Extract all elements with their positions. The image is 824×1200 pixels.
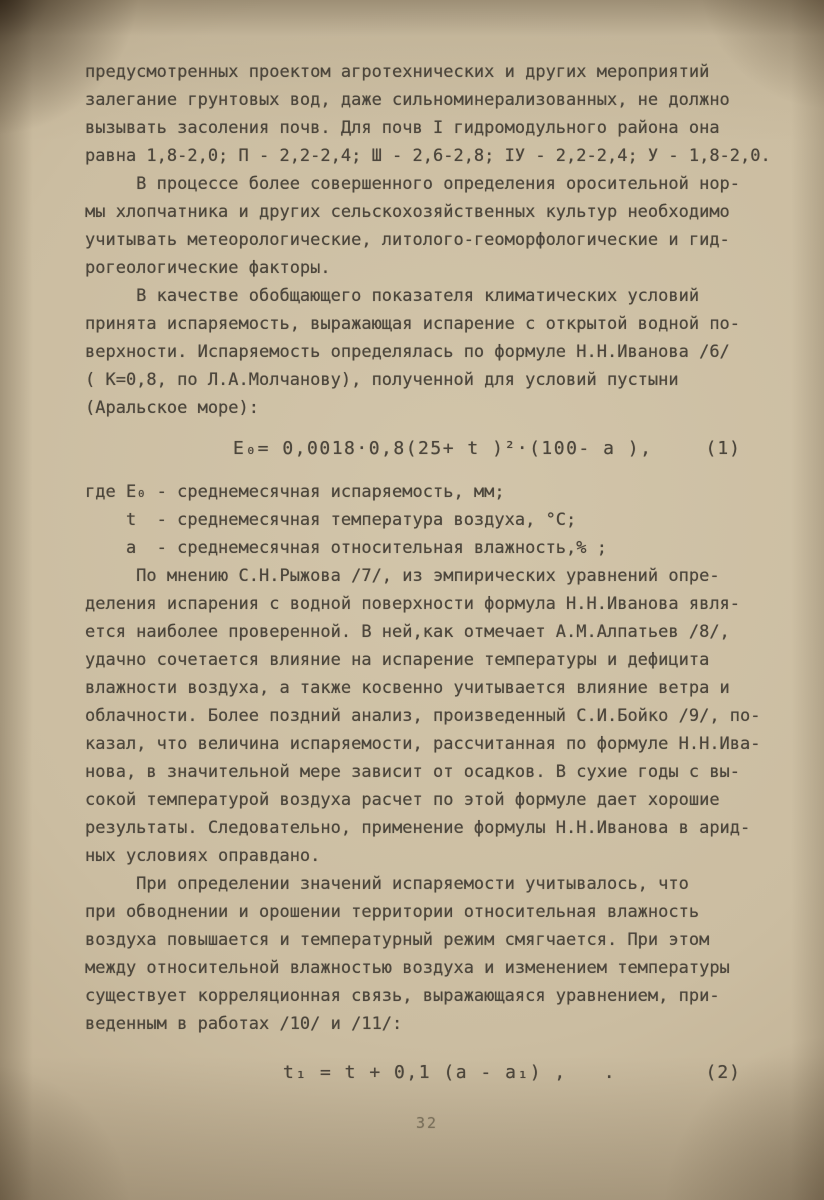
paragraph: [85, 562, 769, 870]
equation: Е₀= 0,0018·0,8(25+ t )²·(100- a ),: [233, 438, 653, 459]
text-line: вызывать засоления почв. Для почв I гидромодульного района она: [85, 118, 720, 138]
text-column: [85, 58, 769, 1132]
equation-number: (2): [705, 1062, 741, 1083]
text-line: деления испарения с водной поверхности формула Н.Н.Иванова явля-: [85, 594, 741, 614]
text-line: учитывать метеорологические, литолого-геоморфологические и гид-: [85, 230, 730, 250]
equation-number: (1): [705, 438, 741, 459]
text-line: веденным в работах /10/ и /11/:: [85, 1014, 403, 1034]
text-line: По мнению С.Н.Рыжова /7/, из эмпирических уравнений опре-: [85, 566, 720, 586]
text-line: В качестве обобщающего показателя климатических условий: [85, 286, 700, 306]
text-line: ных условиях оправдано.: [85, 846, 321, 866]
text-line: верхности. Испаряемость определялась по формуле Н.Н.Иванова /6/: [85, 342, 730, 362]
text-line: ( К=0,8, по Л.А.Молчанову), полученной для условий пустыни: [85, 370, 679, 390]
equation-row: [85, 434, 769, 464]
text-line: рогеологические факторы.: [85, 258, 331, 278]
text-line: удачно сочетается влияние на испарение температуры и дефицита: [85, 650, 710, 670]
text-line: ется наиболее проверенной. В ней,как отмечает А.М.Алпатьев /8/,: [85, 622, 730, 642]
equation: t₁ = t + 0,1 (a - a₁) , .: [283, 1062, 617, 1083]
text-line: результаты. Следовательно, применение формулы Н.Н.Иванова в арид-: [85, 818, 751, 838]
equation-row: [85, 1058, 769, 1088]
text-line: принята испаряемость, выражающая испарение с открытой водной по-: [85, 314, 741, 334]
text-line: a - среднемесячная относительная влажность,% ;: [85, 538, 607, 558]
text-line: где Е₀ - среднемесячная испаряемость, мм;: [85, 482, 505, 502]
text-line: казал, что величина испаряемости, рассчитанная по формуле Н.Н.Ива-: [85, 734, 761, 754]
text-line: между относительной влажностью воздуха и изменением температуры: [85, 958, 730, 978]
text-line: залегание грунтовых вод, даже сильноминерализованных, не должно: [85, 90, 730, 110]
paragraph: [85, 170, 769, 282]
text-line: существует корреляционная связь, выражающаяся уравнением, при-: [85, 986, 720, 1006]
text-line: равна 1,8-2,0; П - 2,2-2,4; Ш - 2,6-2,8; IУ - 2,2-2,4; У - 1,8-2,0.: [85, 146, 771, 166]
text-line: В процессе более совершенного определения оросительной нор-: [85, 174, 741, 194]
text-line: воздуха повышается и температурный режим смягчается. При этом: [85, 930, 710, 950]
text-line: при обводнении и орошении территории относительная влажность: [85, 902, 700, 922]
text-line: сокой температурой воздуха расчет по этой формуле дает хорошие: [85, 790, 720, 810]
text-line: предусмотренных проектом агротехнических и других мероприятий: [85, 62, 710, 82]
text-line: влажности воздуха, а также косвенно учитывается влияние ветра и: [85, 678, 730, 698]
text-line: нова, в значительной мере зависит от осадков. В сухие годы с вы-: [85, 762, 741, 782]
text-line: t - среднемесячная температура воздуха, °С;: [85, 510, 577, 530]
paragraph: [85, 58, 769, 170]
paragraph: [85, 282, 769, 422]
text-line: При определении значений испаряемости учитывалось, что: [85, 874, 689, 894]
text-line: мы хлопчатника и других сельскохозяйственных культур необходимо: [85, 202, 730, 222]
paragraph: [85, 478, 769, 562]
text-line: (Аральское море):: [85, 398, 259, 418]
paragraph: [85, 870, 769, 1038]
text-line: облачности. Более поздний анализ, произведенный С.И.Бойко /9/, по-: [85, 706, 761, 726]
page-number: 32: [415, 1114, 439, 1132]
